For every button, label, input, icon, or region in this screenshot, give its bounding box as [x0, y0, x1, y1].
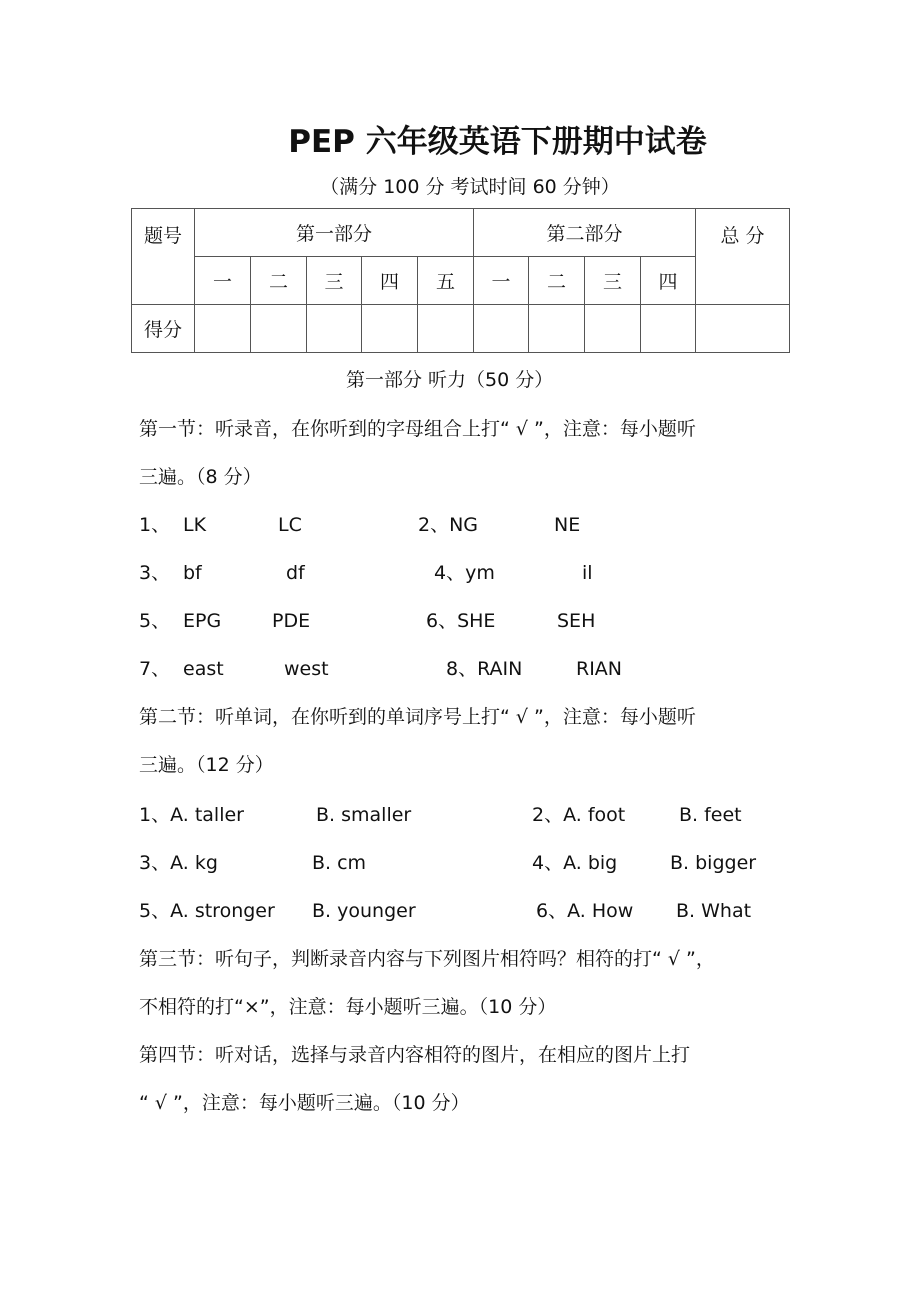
option: SEH	[557, 610, 596, 632]
part2-col: 二	[529, 257, 585, 305]
score-cell[interactable]	[307, 305, 362, 353]
option: 2、NG	[418, 514, 479, 536]
option: 4、ym	[434, 562, 495, 584]
option: RIAN	[576, 658, 623, 680]
score-table	[131, 208, 790, 353]
exam-title: PEP 六年级英语下册期中试卷	[288, 124, 707, 160]
total-header: 总 分	[696, 209, 790, 305]
part2-header: 第二部分	[474, 209, 696, 257]
sec3-instruction: 不相符的打“×”，注意：每小题听三遍。（10 分）	[139, 996, 557, 1018]
option: df	[286, 562, 305, 584]
part1-col: 四	[362, 257, 418, 305]
option: B. What	[676, 900, 752, 922]
option: 2、A. foot	[532, 804, 626, 826]
option: 4、A. big	[532, 852, 618, 874]
sec1-instruction: 第一节：听录音，在你听到的字母组合上打“ √ ”，注意：每小题听	[139, 418, 696, 440]
score-cell[interactable]	[362, 305, 418, 353]
score-cell[interactable]	[529, 305, 585, 353]
sec2-instruction: 三遍。（12 分）	[139, 754, 274, 776]
score-cell[interactable]	[696, 305, 790, 353]
sec2-instruction: 第二节：听单词，在你听到的单词序号上打“ √ ”，注意：每小题听	[139, 706, 696, 728]
sec3-instruction: 第三节：听句子，判断录音内容与下列图片相符吗？相符的打“ √ ”，	[139, 948, 715, 970]
score-cell[interactable]	[585, 305, 641, 353]
option: 1、A. taller	[139, 804, 244, 826]
option: bf	[183, 562, 202, 584]
option: LC	[278, 514, 302, 536]
item-number: 7、	[139, 658, 171, 680]
score-cell[interactable]	[418, 305, 474, 353]
option: PDE	[272, 610, 311, 632]
item-number: 5、	[139, 610, 171, 632]
score-cell[interactable]	[474, 305, 529, 353]
part2-col: 一	[474, 257, 529, 305]
part1-col: 二	[251, 257, 307, 305]
option: EPG	[183, 610, 222, 632]
option: 5、A. stronger	[139, 900, 275, 922]
part1-col: 五	[418, 257, 474, 305]
part1-header: 第一部分	[195, 209, 474, 257]
option: B. feet	[679, 804, 742, 826]
option: 6、A. How	[536, 900, 634, 922]
option: east	[183, 658, 224, 680]
sec1-instruction: 三遍。（8 分）	[139, 466, 262, 488]
sec4-instruction: 第四节：听对话，选择与录音内容相符的图片，在相应的图片上打	[139, 1044, 691, 1066]
option: LK	[183, 514, 207, 536]
option: il	[582, 562, 593, 584]
option: 8、RAIN	[446, 658, 523, 680]
exam-subtitle: （满分 100 分 考试时间 60 分钟）	[320, 176, 620, 198]
option: B. smaller	[316, 804, 412, 826]
option: B. bigger	[670, 852, 757, 874]
option: B. cm	[312, 852, 367, 874]
part2-col: 四	[641, 257, 696, 305]
option: NE	[554, 514, 581, 536]
section-heading: 第一部分 听力（50 分）	[346, 369, 554, 391]
option: B. younger	[312, 900, 416, 922]
header-label: 题号	[132, 209, 195, 305]
part2-col: 三	[585, 257, 641, 305]
item-number: 3、	[139, 562, 171, 584]
score-cell[interactable]	[195, 305, 251, 353]
option: 3、A. kg	[139, 852, 218, 874]
option: 6、SHE	[426, 610, 496, 632]
score-cell[interactable]	[251, 305, 307, 353]
item-number: 1、	[139, 514, 171, 536]
part1-col: 三	[307, 257, 362, 305]
sec4-instruction: “ √ ”，注意：每小题听三遍。（10 分）	[139, 1092, 470, 1114]
option: west	[284, 658, 329, 680]
part1-col: 一	[195, 257, 251, 305]
score-label: 得分	[132, 305, 195, 353]
score-cell[interactable]	[641, 305, 696, 353]
